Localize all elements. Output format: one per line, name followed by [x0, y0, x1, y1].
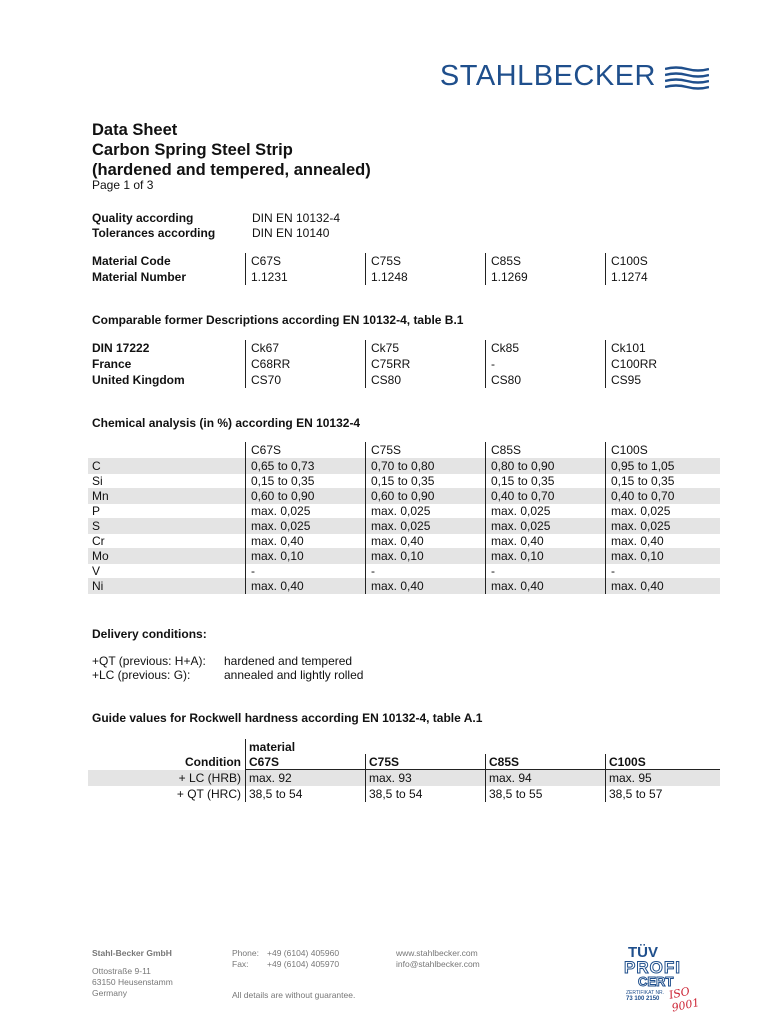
chemical-cell: max. 0,10: [611, 549, 664, 563]
hardness-heading: Guide values for Rockwell hardness according EN 10132-4, table A.1: [92, 711, 483, 725]
chemical-cell: max. 0,025: [611, 519, 671, 533]
chemical-cell: -: [251, 564, 255, 578]
former-cell: Ck67: [251, 341, 280, 355]
cert-profi-text: PROFI: [624, 958, 681, 977]
former-row-france: [88, 356, 720, 372]
chemical-cell: max. 0,025: [491, 519, 551, 533]
tolerances-label: Tolerances according: [92, 226, 216, 240]
element-label: S: [92, 519, 101, 533]
chemical-cell: 0,15 to 0,35: [371, 474, 435, 488]
hardness-cell: max. 92: [249, 771, 292, 785]
address-line: 63150 Heusenstamm: [92, 977, 173, 987]
quality-label: Quality according: [92, 211, 194, 225]
footer-website-link[interactable]: www.stahlbecker.com: [396, 948, 478, 958]
chemical-cell: 0,15 to 0,35: [611, 474, 675, 488]
condition-label: Condition: [185, 755, 241, 769]
hardness-cell: max. 94: [489, 771, 532, 785]
chemical-cell: max. 0,025: [371, 519, 431, 533]
chemical-row: [88, 518, 720, 534]
chemical-cell: max. 0,025: [491, 504, 551, 518]
former-descriptions-heading: Comparable former Descriptions according EN 10132-4, table B.1: [92, 313, 464, 327]
title-line-3: (hardened and tempered, annealed): [92, 161, 371, 179]
address-line: Germany: [92, 988, 127, 998]
former-row-label: United Kingdom: [92, 373, 185, 387]
material-code-row: [88, 253, 720, 269]
cert-small-text: ZERTIFIKAT NR.: [626, 990, 665, 996]
former-row-uk: [88, 372, 720, 388]
footer-address: [92, 966, 173, 999]
former-cell: CS95: [611, 373, 642, 387]
material-code-label: Material Code: [92, 254, 171, 268]
hardness-cell: 38,5 to 57: [609, 787, 663, 801]
element-label: Mn: [92, 489, 109, 503]
chemical-cell: max. 0,10: [491, 549, 544, 563]
former-row-din: [88, 340, 720, 356]
chemical-cell: max. 0,10: [371, 549, 424, 563]
cert-iso-text: ISO 9001: [667, 984, 701, 1015]
hardness-header-cell: C85S: [489, 755, 520, 769]
chemical-cell: max. 0,40: [611, 579, 664, 593]
hardness-cell: 38,5 to 55: [489, 787, 543, 801]
chemical-row: [88, 458, 720, 474]
hardness-cell: max. 93: [369, 771, 412, 785]
former-cell: -: [491, 357, 495, 371]
hardness-header-row: [88, 754, 720, 770]
chemical-row: [88, 503, 720, 519]
chemical-cell: 0,15 to 0,35: [251, 474, 315, 488]
chemical-header-cell: C100S: [611, 443, 648, 457]
delivery-desc: hardened and tempered: [224, 654, 353, 668]
material-code-cell: C67S: [251, 254, 282, 268]
former-cell: Ck75: [371, 341, 400, 355]
company-logo: STAHLBECKER: [439, 60, 656, 92]
material-number-cell: 1.1269: [491, 270, 528, 284]
chemical-cell: max. 0,40: [491, 534, 544, 548]
cert-tuv-text: TÜV: [628, 944, 658, 961]
element-label: Ni: [92, 579, 104, 593]
chemical-cell: 0,95 to 1,05: [611, 459, 675, 473]
chemical-analysis-heading: Chemical analysis (in %) according EN 10132-4: [92, 416, 361, 430]
chemical-cell: max. 0,025: [251, 519, 311, 533]
chemical-header-cell: C85S: [491, 443, 522, 457]
tuv-certificate-logo: [624, 944, 716, 1015]
chemical-cell: 0,60 to 0,90: [371, 489, 435, 503]
hardness-header-cell: C100S: [609, 755, 646, 769]
footer-company: Stahl-Becker GmbH: [92, 948, 172, 958]
hardness-cell: max. 95: [609, 771, 652, 785]
chemical-header-cell: C67S: [251, 443, 282, 457]
footer-email-link[interactable]: info@stahlbecker.com: [396, 959, 480, 969]
chemical-header-row: [88, 442, 720, 458]
chemical-cell: 0,70 to 0,80: [371, 459, 435, 473]
cert-number: 73 100 2150: [626, 996, 660, 1002]
chemical-cell: 0,65 to 0,73: [251, 459, 315, 473]
material-number-label: Material Number: [92, 270, 187, 284]
footer-guarantee: All details are without guarantee.: [232, 990, 356, 1000]
delivery-code: +QT (previous: H+A):: [92, 654, 206, 668]
chemical-cell: max. 0,40: [371, 579, 424, 593]
former-cell: C75RR: [371, 357, 411, 371]
material-number-cell: 1.1231: [251, 270, 288, 284]
former-cell: Ck101: [611, 341, 646, 355]
hardness-row: [88, 786, 720, 802]
chemical-cell: 0,60 to 0,90: [251, 489, 315, 503]
hardness-cell: 38,5 to 54: [249, 787, 303, 801]
hardness-material-row: [88, 739, 720, 754]
address-line: Ottostraße 9-11: [92, 966, 151, 976]
delivery-heading: Delivery conditions:: [92, 627, 207, 641]
title-line-1: Data Sheet: [92, 121, 178, 139]
tolerances-value: DIN EN 10140: [252, 226, 330, 240]
chemical-header-cell: C75S: [371, 443, 402, 457]
cert-cert-text: CERT: [638, 974, 674, 989]
former-cell: CS70: [251, 373, 282, 387]
material-code-cell: C100S: [611, 254, 648, 268]
chemical-cell: max. 0,40: [251, 579, 304, 593]
chemical-cell: max. 0,40: [611, 534, 664, 548]
quality-value: DIN EN 10132-4: [252, 211, 341, 225]
hardness-cell: 38,5 to 54: [369, 787, 423, 801]
chemical-row: [88, 563, 720, 579]
page-indicator: Page 1 of 3: [92, 178, 154, 192]
element-label: Mo: [92, 549, 109, 563]
material-number-row: [88, 269, 720, 285]
chemical-row: [88, 578, 720, 594]
former-cell: C68RR: [251, 357, 291, 371]
condition-cell: + QT (HRC): [176, 787, 241, 801]
hardness-row: [88, 770, 720, 786]
chemical-cell: max. 0,40: [251, 534, 304, 548]
element-label: Si: [92, 474, 103, 488]
chemical-row: [88, 488, 720, 504]
footer-phone[interactable]: +49 (6104) 405960: [267, 948, 340, 958]
chemical-cell: max. 0,10: [251, 549, 304, 563]
element-label: P: [92, 504, 101, 518]
element-label: C: [92, 459, 101, 473]
material-label: material: [249, 740, 296, 754]
material-number-cell: 1.1248: [371, 270, 408, 284]
chemical-cell: 0,40 to 0,70: [491, 489, 555, 503]
title-line-2: Carbon Spring Steel Strip: [92, 141, 293, 159]
chemical-row: [88, 533, 720, 549]
chemical-cell: max. 0,025: [371, 504, 431, 518]
chemical-cell: 0,80 to 0,90: [491, 459, 555, 473]
former-cell: CS80: [491, 373, 522, 387]
former-cell: C100RR: [611, 357, 658, 371]
chemical-cell: -: [491, 564, 495, 578]
chemical-cell: max. 0,025: [251, 504, 311, 518]
chemical-row: [88, 548, 720, 564]
condition-cell: + LC (HRB): [178, 771, 241, 785]
chemical-cell: 0,15 to 0,35: [491, 474, 555, 488]
former-row-label: France: [92, 357, 132, 371]
element-label: Cr: [92, 534, 105, 548]
material-code-cell: C75S: [371, 254, 402, 268]
footer-fax: +49 (6104) 405970: [267, 959, 340, 969]
footer-phone-label: Phone:: [232, 948, 259, 958]
chemical-cell: max. 0,40: [371, 534, 424, 548]
element-label: V: [92, 564, 101, 578]
former-cell: CS80: [371, 373, 402, 387]
material-number-cell: 1.1274: [611, 270, 648, 284]
chemical-row: [88, 473, 720, 489]
material-code-cell: C85S: [491, 254, 522, 268]
document-title: [92, 120, 371, 180]
delivery-code: +LC (previous: G):: [92, 668, 191, 682]
chemical-cell: -: [611, 564, 615, 578]
delivery-desc: annealed and lightly rolled: [224, 668, 364, 682]
former-cell: Ck85: [491, 341, 520, 355]
footer-fax-label: Fax:: [232, 959, 249, 969]
hardness-header-cell: C67S: [249, 755, 280, 769]
chemical-cell: max. 0,025: [611, 504, 671, 518]
chemical-cell: max. 0,40: [491, 579, 544, 593]
chemical-cell: 0,40 to 0,70: [611, 489, 675, 503]
hardness-header-cell: C75S: [369, 755, 400, 769]
former-row-label: DIN 17222: [92, 341, 150, 355]
chemical-cell: -: [371, 564, 375, 578]
logo-wave-icon: [665, 66, 709, 90]
